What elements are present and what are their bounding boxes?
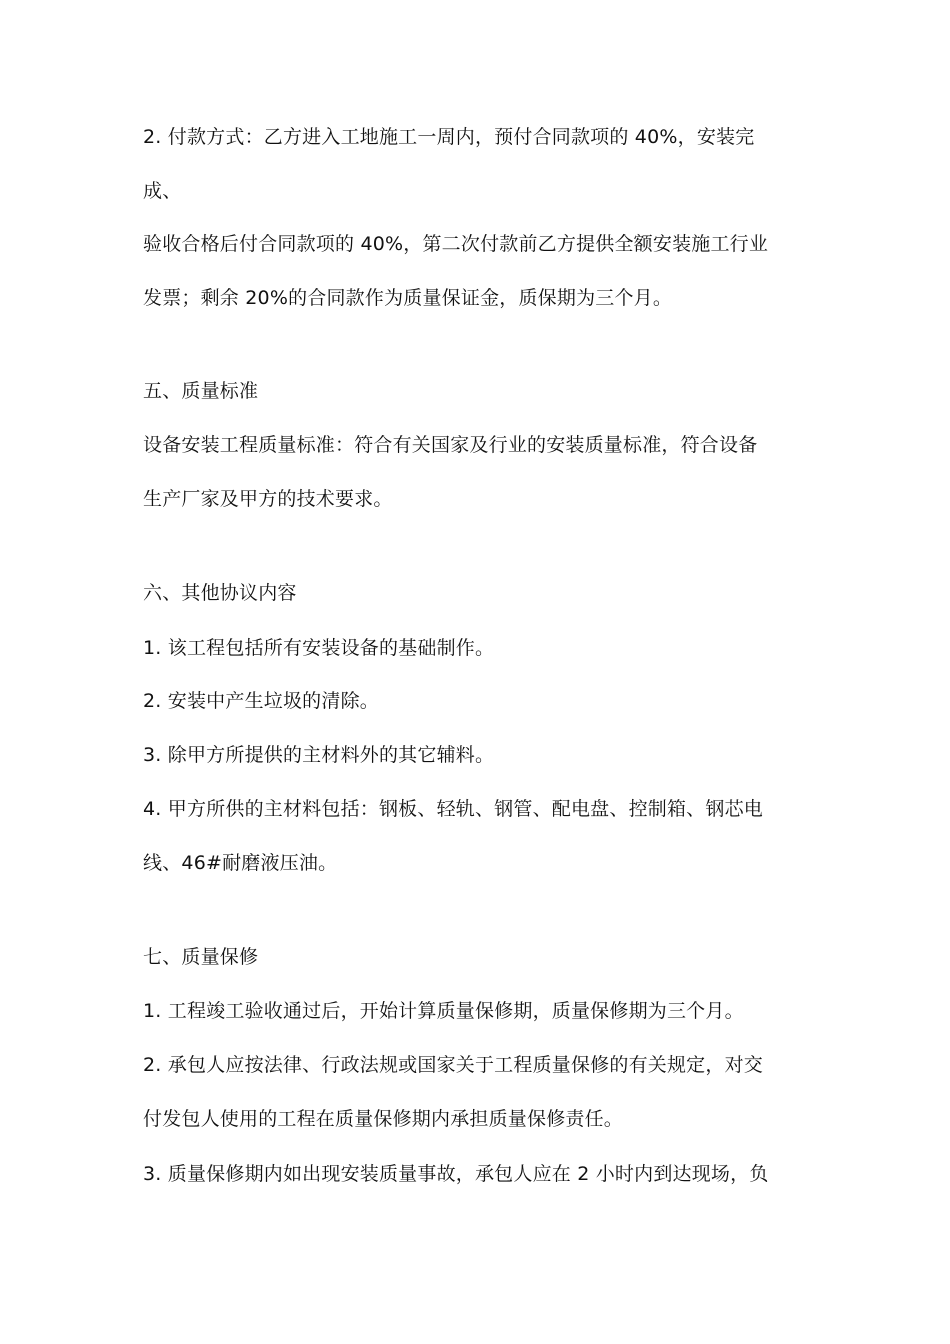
payment-clause-line: 2. 付款方式：乙方进入工地施工一周内，预付合同款项的 40%，安装完 [143, 126, 755, 148]
payment-clause-line: 验收合格后付合同款项的 40%，第二次付款前乙方提供全额安装施工行业 [143, 233, 769, 255]
payment-clause-line: 成、 [143, 180, 182, 202]
warranty-item: 1. 工程竣工验收通过后，开始计算质量保修期，质量保修期为三个月。 [143, 1000, 744, 1022]
warranty-item: 付发包人使用的工程在质量保修期内承担质量保修责任。 [143, 1108, 624, 1130]
quality-standard-line: 设备安装工程质量标准：符合有关国家及行业的安装质量标准，符合设备 [143, 434, 758, 456]
warranty-item: 2. 承包人应按法律、行政法规或国家关于工程质量保修的有关规定，对交 [143, 1054, 763, 1076]
other-terms-item: 4. 甲方所供的主材料包括：钢板、轻轨、钢管、配电盘、控制箱、钢芯电 [143, 798, 763, 820]
section-heading-other-terms: 六、其他协议内容 [143, 582, 297, 604]
other-terms-item: 1. 该工程包括所有安装设备的基础制作。 [143, 637, 495, 659]
other-terms-item: 2. 安装中产生垃圾的清除。 [143, 690, 379, 712]
quality-standard-line: 生产厂家及甲方的技术要求。 [143, 488, 393, 510]
section-heading-quality-standard: 五、质量标准 [143, 380, 259, 402]
other-terms-item: 3. 除甲方所提供的主材料外的其它辅料。 [143, 744, 495, 766]
payment-clause-line: 发票；剩余 20%的合同款作为质量保证金，质保期为三个月。 [143, 287, 673, 309]
section-heading-warranty: 七、质量保修 [143, 946, 259, 968]
warranty-item: 3. 质量保修期内如出现安装质量事故，承包人应在 2 小时内到达现场，负 [143, 1163, 769, 1185]
other-terms-item: 线、46#耐磨液压油。 [143, 852, 338, 874]
